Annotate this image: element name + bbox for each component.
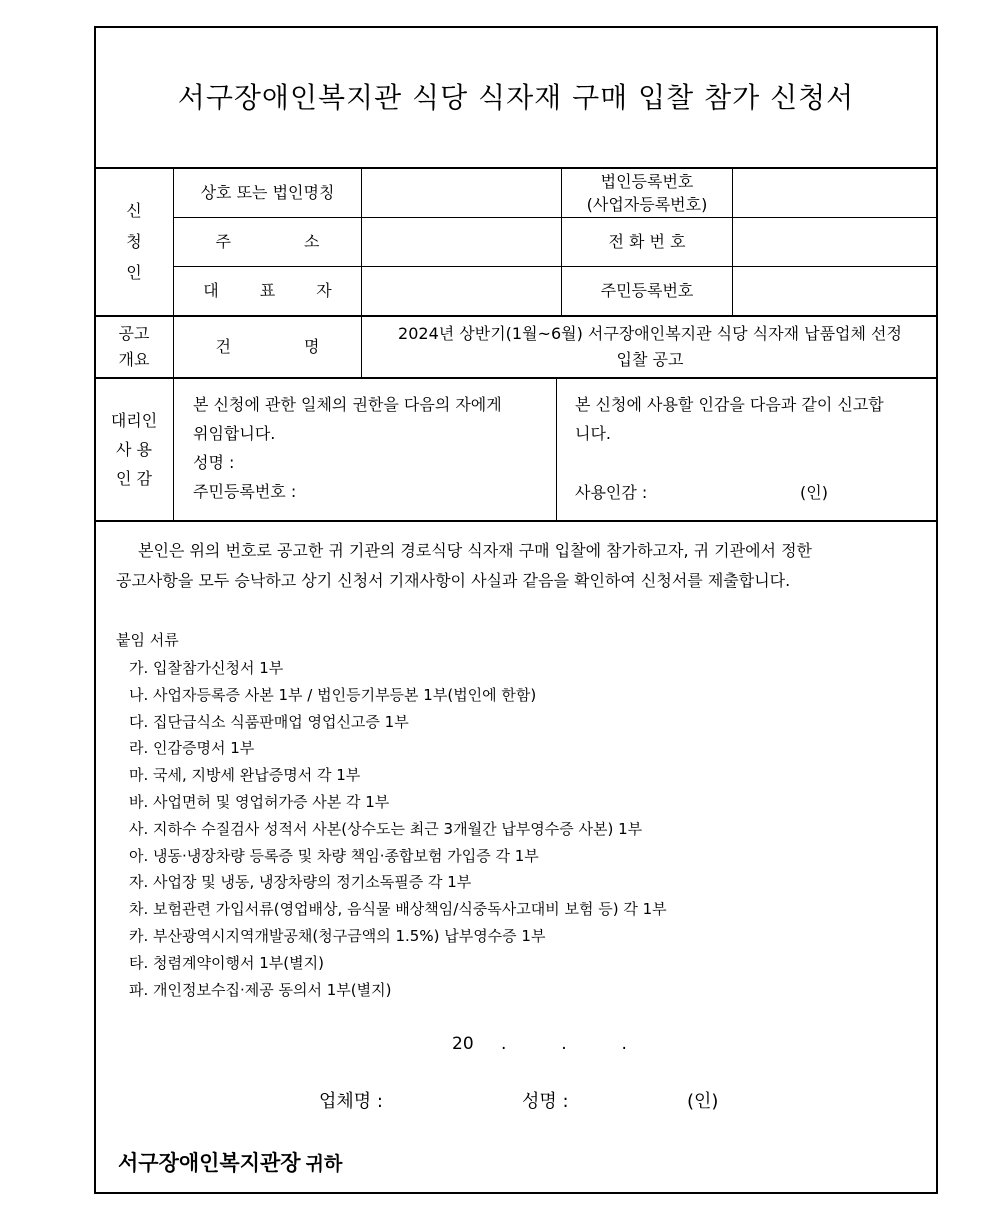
proxy-name-label[interactable]: 성명 : <box>193 453 235 472</box>
phone-label: 전 화 번 호 <box>608 232 686 251</box>
attachment-item: 타. 청렴계약이행서 1부(별지) <box>129 953 324 972</box>
attachment-item: 차. 보험관련 가입서류(영업배상, 음식물 배상책임/식중독사고대비 보험 등) 각 1부 <box>129 900 667 919</box>
signature-company-label[interactable]: 업체명 : <box>319 1091 383 1112</box>
attachments-list <box>129 655 667 1003</box>
notice-label-line-2: 개요 <box>118 350 150 369</box>
proxy-delegation-block <box>193 390 553 506</box>
signature-name-label[interactable]: 성명 : <box>522 1091 569 1112</box>
attachment-item: 사. 지하수 수질검사 성적서 사본(상수도는 최근 3개월간 납부영수증 사본) 1부 <box>129 819 643 838</box>
seal-mark: (인) <box>800 483 828 502</box>
addressee <box>118 1148 342 1180</box>
delegation-line-1: 본 신청에 관한 일체의 권한을 다음의 자에게 <box>193 395 502 414</box>
proxy-seal-block <box>575 390 935 448</box>
company-name-label: 상호 또는 법인명칭 <box>200 182 335 202</box>
attachment-item: 파. 개인정보수집·제공 동의서 1부(별지) <box>129 980 392 999</box>
corp-reg-label-line-2: (사업자등록번호) <box>586 194 708 214</box>
notice-section-label <box>95 317 173 377</box>
corp-reg-label-line-1: 법인등록번호 <box>600 171 694 191</box>
phone-field[interactable] <box>733 218 938 266</box>
seal-label[interactable]: 사용인감 : <box>575 483 648 502</box>
signature-seal-mark: (인) <box>687 1091 719 1112</box>
statement-line-1: 본인은 위의 번호로 공고한 귀 기관의 경로식당 식자재 구매 입찰에 참가하고자, 귀 기관에서 정한 <box>138 541 812 560</box>
attachment-item: 카. 부산광역시지역개발공채(청구금액의 1.5%) 납부영수증 1부 <box>129 926 546 945</box>
attachment-item: 아. 냉동·냉장차량 등록증 및 차량 책임·종합보험 가입증 각 1부 <box>129 846 539 865</box>
company-name-field[interactable] <box>362 168 561 217</box>
proxy-label-line-2: 사 용 <box>116 440 152 459</box>
resident-reg-label: 주민등록번호 <box>600 281 694 300</box>
proxy-label-line-3: 인 감 <box>116 469 152 488</box>
attachment-item: 바. 사업면허 및 영업허가증 사본 각 1부 <box>129 792 390 811</box>
corp-reg-label <box>562 168 732 217</box>
attachment-item: 라. 인감증명서 1부 <box>129 739 255 758</box>
representative-label: 대 표 자 <box>203 281 350 300</box>
attachment-item: 마. 국세, 지방세 완납증명서 각 1부 <box>129 766 361 785</box>
resident-reg-field[interactable] <box>733 267 938 315</box>
notice-label-line-1: 공고 <box>118 324 150 343</box>
applicant-label-char-3: 인 <box>126 263 142 282</box>
representative-field[interactable] <box>362 267 561 315</box>
date-line[interactable]: 20 . . . <box>452 1034 627 1054</box>
notice-subject-line-2: 입찰 공고 <box>616 350 684 369</box>
notice-subject-line-1: 2024년 상반기(1월~6월) 서구장애인복지관 식당 식자재 납품업체 선정 <box>398 324 902 343</box>
applicant-section-label <box>95 168 173 315</box>
attachments-heading: 붙임 서류 <box>116 631 179 649</box>
attachment-item: 자. 사업장 및 냉동, 냉장차량의 정기소독필증 각 1부 <box>129 873 472 892</box>
addressee-suffix: 귀하 <box>305 1153 343 1175</box>
form-title: 서구장애인복지관 식당 식자재 구매 입찰 참가 신청서 <box>177 80 855 114</box>
delegation-line-2: 위임합니다. <box>193 424 276 443</box>
applicant-label-char-2: 청 <box>126 232 142 251</box>
proxy-section-label <box>95 379 173 520</box>
address-field[interactable] <box>362 218 561 266</box>
attachment-item: 나. 사업자등록증 사본 1부 / 법인등기부등본 1부(법인에 한함) <box>129 685 537 704</box>
seal-line-1: 본 신청에 사용할 인감을 다음과 같이 신고합 <box>575 395 884 414</box>
address-label: 주 소 <box>215 232 354 251</box>
proxy-resident-label[interactable]: 주민등록번호 : <box>193 482 297 501</box>
applicant-label-char-1: 신 <box>126 201 142 220</box>
subject-label: 건 명 <box>215 337 354 356</box>
addressee-office: 서구장애인복지관장 <box>118 1151 301 1175</box>
attachment-item: 가. 입찰참가신청서 1부 <box>129 659 284 677</box>
notice-subject <box>362 317 938 377</box>
statement-line-2: 공고사항을 모두 승낙하고 상기 신청서 기재사항이 사실과 같음을 확인하여 신청서를 제출합니다. <box>116 571 791 590</box>
corp-reg-field[interactable] <box>733 168 938 217</box>
attachment-item: 다. 집단급식소 식품판매업 영업신고증 1부 <box>129 712 409 731</box>
proxy-label-line-1: 대리인 <box>110 411 158 430</box>
seal-line-2: 니다. <box>575 424 611 443</box>
